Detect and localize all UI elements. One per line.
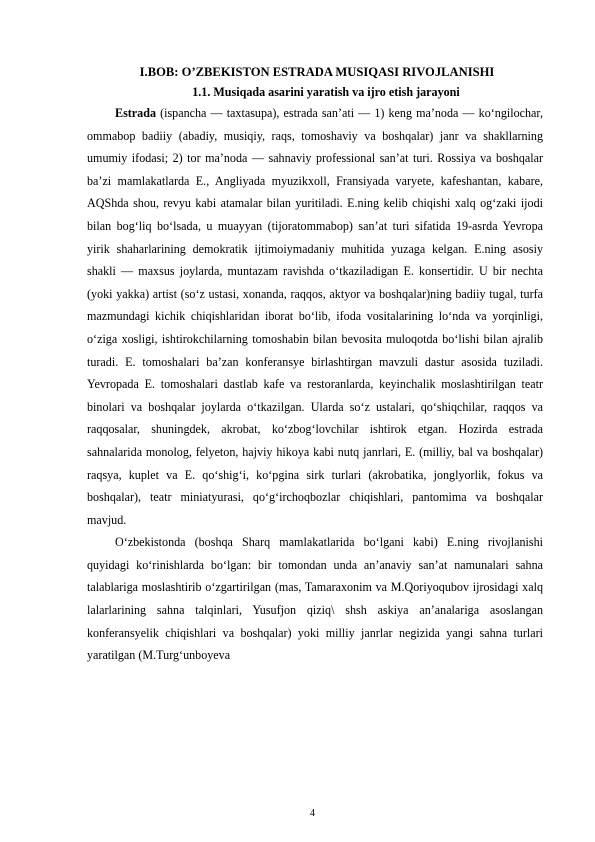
- section-title: 1.1. Musiqada asarini yaratish va ijro etish jarayoni: [192, 85, 460, 99]
- paragraph-text: (ispancha — taxtasupa), estrada san’ati — 1) keng ma’noda — ko‘ngilochar, ommabop badiiy (abadiy, musiqiy, raqs, tomoshaviy va boshqalar) janr va shakllarning umumiy ifodasi; 2) tor ma’noda — sahnaviy professional san’at turi. Rossiya va boshqalar ba’zi mamlakatlarda E., Angliyada myuzikxoll, Fransiyada varyete, kafeshantan, kabare, AQShda shou, revyu kabi atamalar bilan yuritiladi. E.ning kelib chiqishi xalq og‘zaki ijodi bilan bog‘liq bo‘lsada, u muayyan (tijoratommabop) san’at turi sifatida 19-asrda Yevropa yirik shaharlarining demokratik ijtimoiymadaniy muhitida yuzaga kelgan. E.ning asosiy shakli — maxsus joylarda, muntazam ravishda o‘tkaziladigan E. konsertidir. U bir nechta (yoki yakka) artist (so‘z ustasi, xonanda, raqqos, aktyor va boshqalar)ning badiiy tugal, turfa mazmundagi kichik chiqishlaridan iborat bo‘lib, ifoda vositalarining lo‘nda va yorqinligi, o‘ziga xosligi, ishtirokchilarning tomoshabin bilan bevosita muloqotda bo‘lishi bilan ajralib turadi. E. tomoshalari ba’zan konferansye birlashtirgan mavzuli dastur asosida tuziladi. Yevropada E. tomoshalari dastlab kafe va restoranlarda, keyinchalik moslashtirilgan teatr binolari va boshqalar joylarda o‘tkazilgan. Ularda so‘z ustalari, qo‘shiqchilar, raqqos va raqqosalar, shuningdek, akrobat, ko‘zbog‘lovchilar ishtirok etgan. Hozirda estrada sahnalarida monolog, felyeton, hajviy hikoya kabi nutq janrlari, E. (milliy, bal va boshqalar) raqsya, kuplet va E. qo‘shig‘i, ko‘pgina sirk turlari (akrobatika, jonglyorlik, fokus va boshqalar), teatr miniatyurasi, qo‘g‘irchoqbozlar chiqishlari, pantomima va boshqalar mavjud.: [87, 106, 543, 527]
- document-page: [87, 62, 543, 667]
- paragraph-text: O‘zbekistonda (boshqa Sharq mamlakatlarida bo‘lgani kabi) E.ning rivojlanishi quyidagi ko‘rinishlarda bo‘lgan: bir tomondan unda an’anaviy san’at namunalari sahna talablariga moslashtirib o‘zgartirilgan (mas, Tamaraxonim va M.Qoriyoqubov ijrosidagi xalq lalarlarining sahna talqinlari, Yusufjon qiziq\ shsh askiya an’analariga asoslangan konferansyelik chiqishlari va boshqalar) yoki milliy janrlar negizida yangi sahna turlari yaratilgan (M.Turg‘unboyeva: [87, 535, 543, 663]
- paragraph-estrada-definition: [87, 102, 543, 531]
- term-estrada: Estrada: [115, 106, 156, 120]
- chapter-title: I.BOB: O’ZBEKISTON ESTRADA MUSIQASI RIVOJLANISHI: [139, 65, 495, 79]
- page-number: 4: [310, 808, 315, 819]
- paragraph-uzbekistan-estrada: [87, 531, 543, 667]
